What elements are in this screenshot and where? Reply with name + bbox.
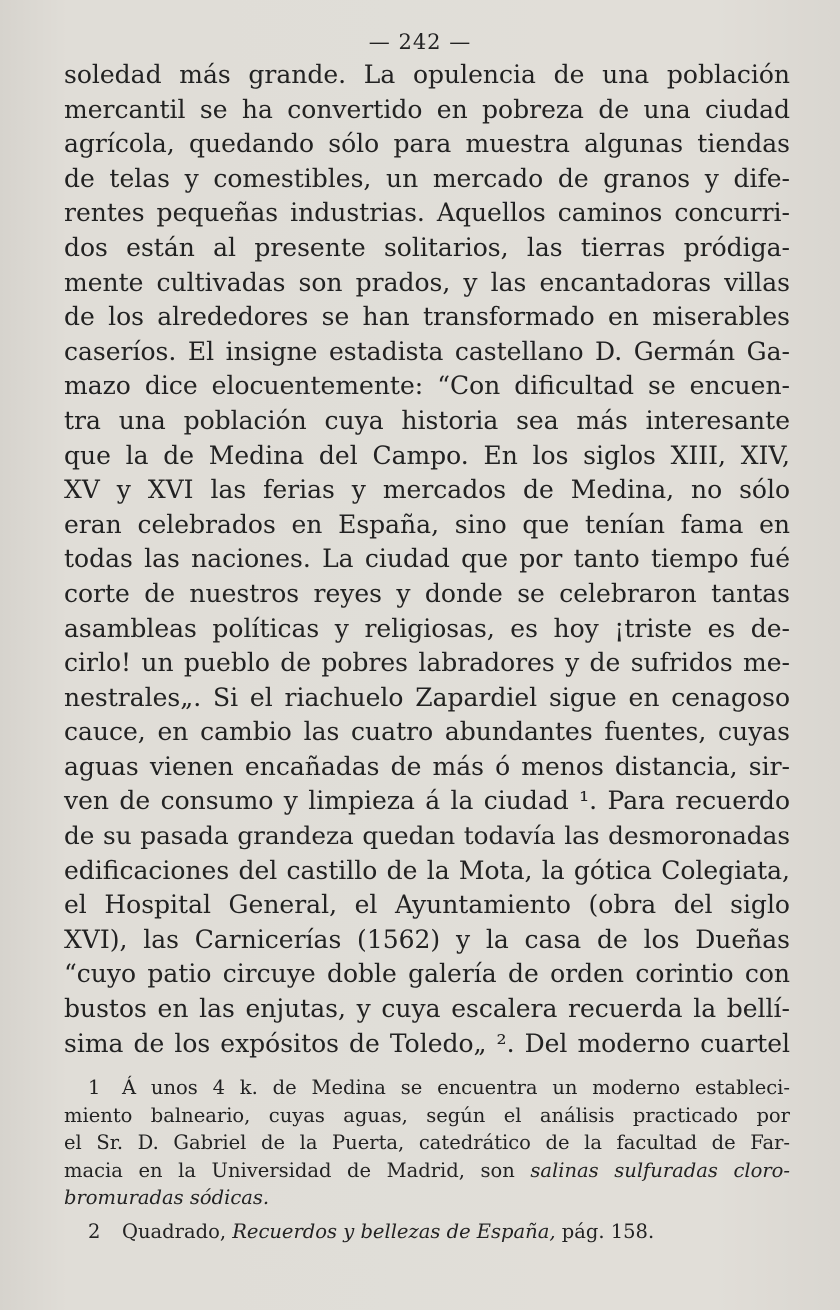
- footnote-1-italic: salinas sulfuradas cloro-: [530, 1158, 791, 1182]
- text-line: eran celebrados en España, sino que tenían fama en: [64, 509, 790, 539]
- footnote-2-text: pág. 158.: [555, 1219, 655, 1243]
- text-line: que la de Medina del Campo. En los siglos XIII, XIV,: [64, 440, 790, 470]
- footnote-2-text: Quadrado,: [122, 1219, 233, 1243]
- text-line: de su pasada grandeza quedan todavía las desmoronadas: [64, 821, 790, 851]
- text-line: agrícola, quedando sólo para muestra algunas tiendas: [64, 129, 790, 159]
- footnote-1-line: [64, 1157, 790, 1185]
- text-line: mercantil se ha convertido en pobreza de una ciudad: [64, 94, 790, 124]
- body-text: [64, 58, 790, 1061]
- text-line: caseríos. El insigne estadista castellano D. Germán Ga-: [64, 336, 790, 366]
- text-line: tra una población cuya historia sea más interesante: [64, 405, 790, 435]
- footnote-1-number: 1: [88, 1076, 101, 1099]
- page-number: — 242 —: [368, 30, 472, 54]
- text-line: “cuyo patio circuye doble galería de orden corintio con: [64, 959, 790, 989]
- text-line: XV y XVI las ferias y mercados de Medina, no sólo: [64, 475, 790, 505]
- text-line: mente cultivadas son prados, y las encantadoras villas: [64, 267, 790, 297]
- text-line: de telas y comestibles, un mercado de granos y dife-: [64, 163, 790, 193]
- text-line: de los alrededores se han transformado en miserables: [64, 302, 790, 332]
- text-line: todas las naciones. La ciudad que por tanto tiempo fué: [64, 544, 790, 574]
- text-line: edificaciones del castillo de la Mota, la gótica Colegiata,: [64, 855, 790, 885]
- footnote-1-text: Á unos 4 k. de Medina se encuentra un moderno estableci-: [122, 1076, 790, 1099]
- footnote-1-line: el Sr. D. Gabriel de la Puerta, catedrático de la facultad de Far-: [64, 1131, 790, 1155]
- footnote-1-text: macia en la Universidad de Madrid, son: [64, 1158, 531, 1182]
- footnote-2-number: 2: [88, 1219, 101, 1243]
- text-line: asambleas políticas y religiosas, es hoy ¡triste es de-: [64, 613, 790, 643]
- text-line: cauce, en cambio las cuatro abundantes fuentes, cuyas: [64, 717, 790, 747]
- text-line: soledad más grande. La opulencia de una población: [64, 60, 790, 89]
- text-line: nestrales„. Si el riachuelo Zapardiel sigue en cenagoso: [64, 682, 790, 712]
- footnote-2-italic: Recuerdos y bellezas de España,: [232, 1219, 556, 1243]
- text-line: dos están al presente solitarios, las tierras pródiga-: [64, 232, 790, 262]
- text-line: rentes pequeñas industrias. Aquellos caminos concurri-: [64, 198, 790, 228]
- text-line: ven de consumo y limpieza á la ciudad ¹. Para recuerdo: [64, 786, 790, 816]
- text-line: aguas vienen encañadas de más ó menos distancia, sir-: [64, 751, 790, 781]
- text-line: sima de los expósitos de Toledo„ ². Del moderno cuartel: [64, 1028, 790, 1058]
- footnotes: [64, 1074, 790, 1246]
- footnote-1-line: [64, 1074, 790, 1102]
- text-line: bustos en las enjutas, y cuya escalera recuerda la bellí-: [64, 994, 790, 1024]
- text-line: cirlo! un pueblo de pobres labradores y de sufridos me-: [64, 648, 790, 678]
- text-line: XVI), las Carnicerías (1562) y la casa de los Dueñas: [64, 924, 790, 954]
- text-line: el Hospital General, el Ayuntamiento (obra del siglo: [64, 890, 790, 920]
- footnote-1-line: miento balneario, cuyas aguas, según el análisis practicado por: [64, 1103, 790, 1127]
- text-line: mazo dice elocuentemente: “Con dificultad se encuen-: [64, 371, 790, 401]
- footnote-1-italic: bromuradas sódicas.: [64, 1186, 270, 1210]
- footnote-2-line: [64, 1218, 790, 1246]
- text-line: corte de nuestros reyes y donde se celebraron tantas: [64, 578, 790, 608]
- footnote-1-line: [64, 1184, 790, 1212]
